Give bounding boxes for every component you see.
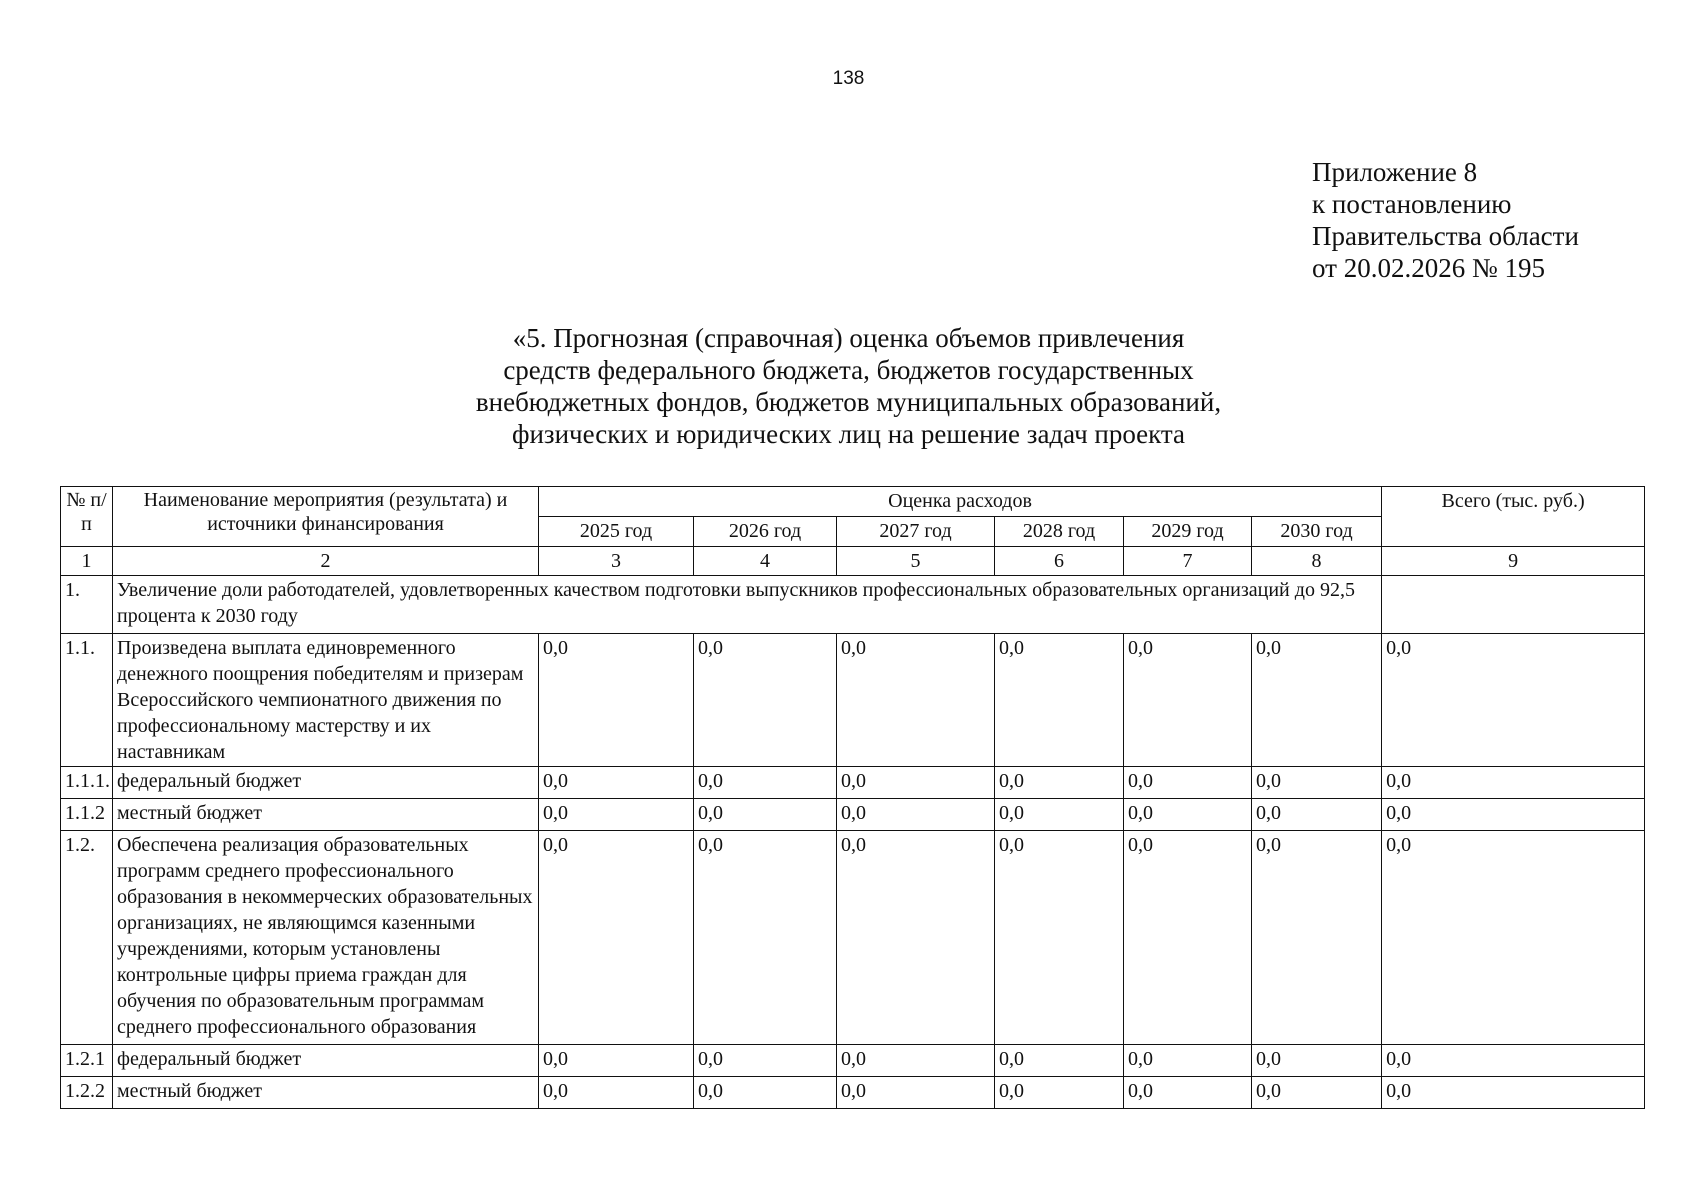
value-cell: 0,0 [837, 1045, 995, 1077]
value-cell: 0,0 [539, 799, 694, 831]
row-name: федеральный бюджет [113, 767, 539, 799]
value-cell: 0,0 [694, 767, 837, 799]
value-cell: 0,0 [995, 831, 1124, 1045]
value-cell: 0,0 [837, 634, 995, 767]
appendix-line: Правительства области [1312, 221, 1579, 251]
title-line: внебюджетных фондов, бюджетов муниципальных образований, [475, 387, 1222, 417]
row-num: 1.2.2 [61, 1077, 113, 1109]
value-cell: 0,0 [694, 1045, 837, 1077]
row-num: 1.2. [61, 831, 113, 1045]
header-name: Наименование мероприятия (результата) и источники финансирования [113, 487, 539, 547]
goal-text: Увеличение доли работодателей, удовлетворенных качеством подготовки выпускников профессиональных образовательных организаций до 92,5 процента к 2030 году [113, 576, 1382, 634]
estimate-table [60, 486, 1645, 1109]
appendix-line: Приложение 8 [1312, 157, 1478, 187]
table-row [61, 799, 1645, 831]
title-line: физических и юридических лиц на решение задач проекта [511, 419, 1186, 449]
header-year: 2027 год [837, 517, 995, 547]
value-cell: 0,0 [539, 767, 694, 799]
title-line: «5. Прогнозная (справочная) оценка объемов привлечения [512, 323, 1185, 353]
column-number: 4 [694, 547, 837, 576]
row-name: Произведена выплата единовременного денежного поощрения победителям и призерам Всероссийского чемпионатного движения по профессиональному мастерству и их наставникам [113, 634, 539, 767]
header-year: 2029 год [1124, 517, 1252, 547]
value-cell: 0,0 [1382, 634, 1645, 767]
header-estimate: Оценка расходов [539, 487, 1382, 517]
column-number: 9 [1382, 547, 1645, 576]
value-cell: 0,0 [837, 799, 995, 831]
value-cell: 0,0 [837, 1077, 995, 1109]
row-num: 1.1.1. [61, 767, 113, 799]
title-line: средств федерального бюджета, бюджетов государственных [503, 355, 1194, 385]
row-num: 1.1. [61, 634, 113, 767]
value-cell: 0,0 [1382, 831, 1645, 1045]
table-row [61, 1077, 1645, 1109]
table-row [61, 1045, 1645, 1077]
value-cell: 0,0 [1382, 799, 1645, 831]
table-row [61, 831, 1645, 1045]
document-title [0, 322, 1697, 450]
value-cell: 0,0 [539, 831, 694, 1045]
appendix-line: от 20.02.2026 № 195 [1312, 253, 1545, 283]
header-year: 2026 год [694, 517, 837, 547]
value-cell: 0,0 [1252, 799, 1382, 831]
goal-total [1382, 576, 1645, 634]
value-cell: 0,0 [1124, 1077, 1252, 1109]
column-number: 5 [837, 547, 995, 576]
value-cell: 0,0 [694, 799, 837, 831]
header-year: 2028 год [995, 517, 1124, 547]
table-row [61, 767, 1645, 799]
value-cell: 0,0 [694, 634, 837, 767]
header-year: 2025 год [539, 517, 694, 547]
value-cell: 0,0 [1124, 634, 1252, 767]
value-cell: 0,0 [694, 831, 837, 1045]
column-number: 1 [61, 547, 113, 576]
value-cell: 0,0 [995, 634, 1124, 767]
column-number: 6 [995, 547, 1124, 576]
value-cell: 0,0 [1124, 1045, 1252, 1077]
value-cell: 0,0 [539, 634, 694, 767]
column-number: 3 [539, 547, 694, 576]
value-cell: 0,0 [995, 1045, 1124, 1077]
value-cell: 0,0 [995, 767, 1124, 799]
value-cell: 0,0 [995, 799, 1124, 831]
value-cell: 0,0 [995, 1077, 1124, 1109]
value-cell: 0,0 [1382, 767, 1645, 799]
column-number: 2 [113, 547, 539, 576]
appendix-line: к постановлению [1312, 189, 1512, 219]
value-cell: 0,0 [1252, 831, 1382, 1045]
goal-row [61, 576, 1645, 634]
appendix-block [1312, 156, 1579, 284]
header-total: Всего (тыс. руб.) [1382, 487, 1645, 547]
value-cell: 0,0 [1382, 1045, 1645, 1077]
value-cell: 0,0 [837, 767, 995, 799]
value-cell: 0,0 [1124, 767, 1252, 799]
value-cell: 0,0 [1252, 634, 1382, 767]
value-cell: 0,0 [1382, 1077, 1645, 1109]
value-cell: 0,0 [694, 1077, 837, 1109]
value-cell: 0,0 [1124, 831, 1252, 1045]
row-name: Обеспечена реализация образовательных программ среднего профессионального образования в некоммерческих образовательных организациях, не являющимся казенными учреждениями, которым установлены контрольные цифры приема граждан для обучения по образовательным программам среднего профессионального образования [113, 831, 539, 1045]
row-name: местный бюджет [113, 799, 539, 831]
column-number: 7 [1124, 547, 1252, 576]
value-cell: 0,0 [1124, 799, 1252, 831]
value-cell: 0,0 [539, 1045, 694, 1077]
page-number: 138 [832, 68, 865, 89]
row-num: 1.2.1 [61, 1045, 113, 1077]
header-year: 2030 год [1252, 517, 1382, 547]
value-cell: 0,0 [1252, 1045, 1382, 1077]
value-cell: 0,0 [539, 1077, 694, 1109]
table-row [61, 634, 1645, 767]
row-name: федеральный бюджет [113, 1045, 539, 1077]
row-name: местный бюджет [113, 1077, 539, 1109]
value-cell: 0,0 [837, 831, 995, 1045]
column-number: 8 [1252, 547, 1382, 576]
value-cell: 0,0 [1252, 1077, 1382, 1109]
goal-num: 1. [61, 576, 113, 634]
value-cell: 0,0 [1252, 767, 1382, 799]
row-num: 1.1.2 [61, 799, 113, 831]
header-num: № п/п [61, 487, 113, 547]
